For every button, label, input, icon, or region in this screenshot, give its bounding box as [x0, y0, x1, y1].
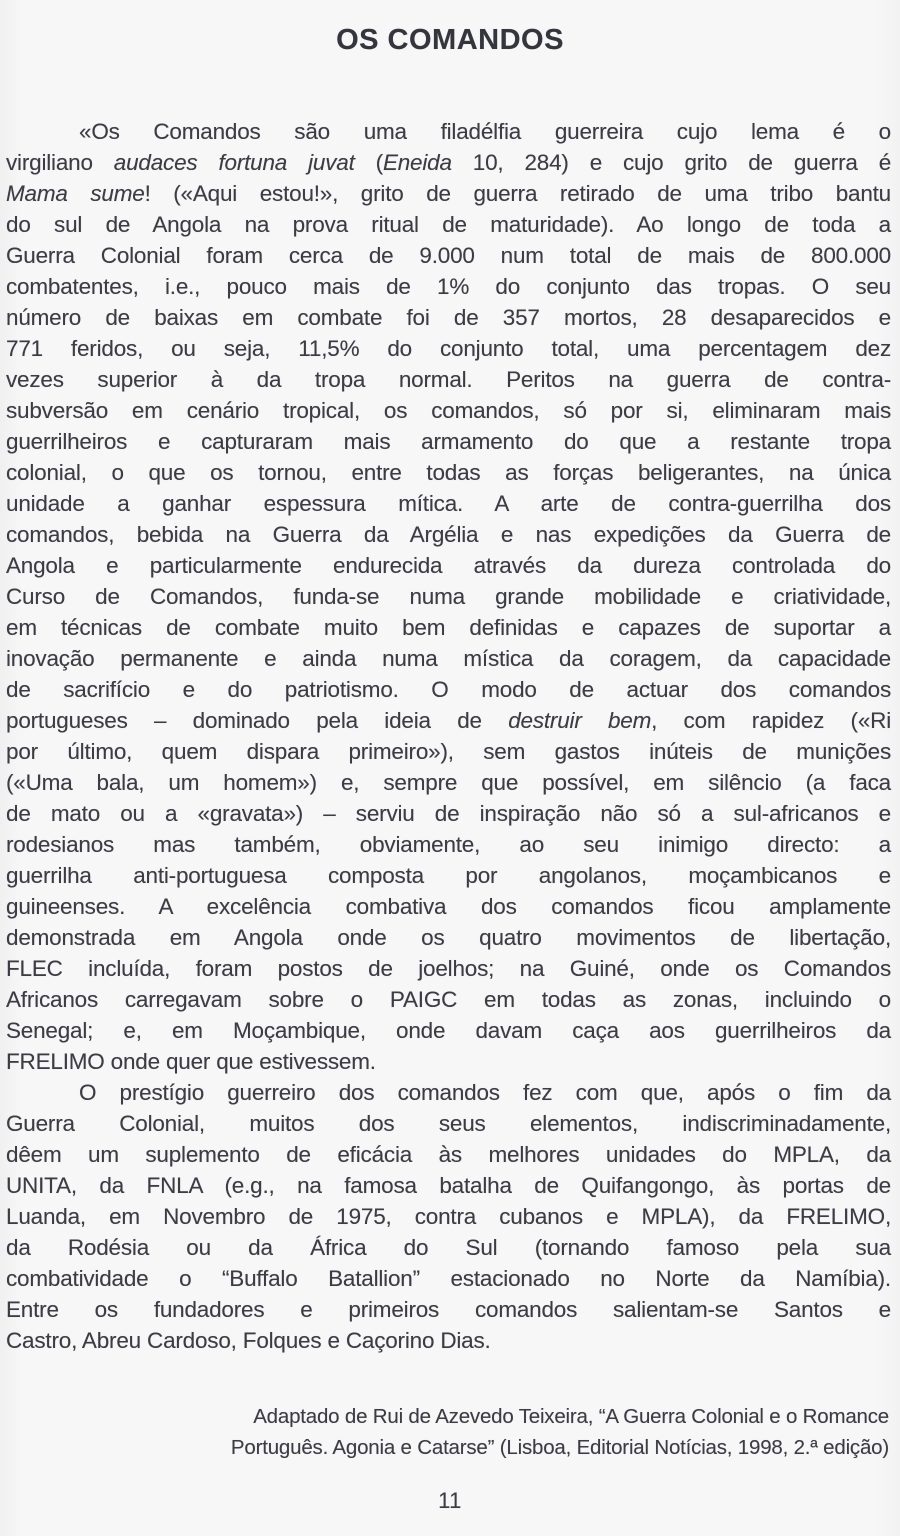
- page-title: OS COMANDOS: [336, 24, 564, 56]
- text-run: combatentes, i.e., pouco mais de 1% do conjunto das tropas. O seu: [6, 274, 891, 299]
- text-run: guerrilha anti-portuguesa composta por angolanos, moçambicanos e: [6, 863, 891, 888]
- text-line: [6, 178, 891, 209]
- text-line: [6, 333, 891, 364]
- text-line: [6, 1015, 891, 1046]
- text-run: («Uma bala, um homem») e, sempre que possível, em silêncio (a faca: [6, 770, 891, 795]
- italic-text-run: destruir bem: [508, 708, 652, 733]
- text-line: [6, 798, 891, 829]
- text-line: [6, 364, 891, 395]
- text-line: [6, 519, 891, 550]
- text-run: comandos, bebida na Guerra da Argélia e nas expedições da Guerra de: [6, 522, 891, 547]
- text-run: FLEC incluída, foram postos de joelhos; na Guiné, onde os Comandos: [6, 956, 891, 981]
- text-line: [6, 1263, 891, 1294]
- text-line: [6, 457, 891, 488]
- body-text: [6, 116, 891, 1356]
- page-number: 11: [438, 1488, 462, 1513]
- text-line: [6, 209, 891, 240]
- text-run: inovação permanente e ainda numa mística da coragem, da capacidade: [6, 646, 891, 671]
- text-line: [6, 860, 891, 891]
- text-run: «Os Comandos são uma filadélfia guerreira cujo lema é o: [79, 119, 891, 144]
- text-run: Luanda, em Novembro de 1975, contra cubanos e MPLA), da FRELIMO,: [6, 1204, 891, 1229]
- text-line: [6, 271, 891, 302]
- text-run: Senegal; e, em Moçambique, onde davam caça aos guerrilheiros da: [6, 1018, 891, 1043]
- text-run: combatividade o “Buffalo Batallion” estacionado no Norte da Namíbia).: [6, 1266, 891, 1291]
- text-run: Entre os fundadores e primeiros comandos salientam-se Santos e: [6, 1297, 891, 1322]
- text-run: do sul de Angola na prova ritual de maturidade). Ao longo de toda a: [6, 212, 891, 237]
- text-line: [6, 581, 891, 612]
- text-line: [6, 1170, 891, 1201]
- text-line: [6, 302, 891, 333]
- text-run: (: [354, 150, 383, 175]
- text-run: FRELIMO onde quer que estivessem.: [6, 1049, 376, 1074]
- text-line: [6, 550, 891, 581]
- text-line: [6, 953, 891, 984]
- text-run: de mato ou a «gravata») – serviu de inspiração não só a sul-africanos e: [6, 801, 891, 826]
- text-run: 10, 284) e cujo grito de guerra é: [451, 150, 892, 175]
- text-line: [6, 1232, 891, 1263]
- text-run: subversão em cenário tropical, os comandos, só por si, eliminaram mais: [6, 398, 891, 423]
- text-run: colonial, o que os tornou, entre todas as forças beligerantes, na única: [6, 460, 891, 485]
- text-line: [6, 1139, 891, 1170]
- text-run: rodesianos mas também, obviamente, ao seu inimigo directo: a: [6, 832, 891, 857]
- text-run: ! («Aqui estou!», grito de guerra retirado de uma tribo bantu: [144, 181, 891, 206]
- citation-line: [109, 1401, 889, 1432]
- text-line: [6, 829, 891, 860]
- text-run: vezes superior à da tropa normal. Peritos na guerra de contra-: [6, 367, 891, 392]
- text-run: Africanos carregavam sobre o PAIGC em todas as zonas, incluindo o: [6, 987, 891, 1012]
- text-run: Português. Agonia e Catarse” (Lisboa, Editorial Notícias, 1998, 2.ª edição): [230, 1436, 889, 1459]
- text-line: [6, 1077, 891, 1108]
- text-run: Guerra Colonial foram cerca de 9.000 num total de mais de 800.000: [6, 243, 891, 268]
- text-line: [6, 147, 891, 178]
- text-line: [6, 488, 891, 519]
- italic-text-run: audaces fortuna juvat: [113, 150, 355, 175]
- text-run: número de baixas em combate foi de 357 mortos, 28 desaparecidos e: [6, 305, 891, 330]
- text-run: por último, quem dispara primeiro»), sem gastos inúteis de munições: [6, 739, 891, 764]
- text-run: O prestígio guerreiro dos comandos fez com que, após o fim da: [79, 1080, 891, 1105]
- text-run: guerrilheiros e capturaram mais armamento do que a restante tropa: [6, 429, 891, 454]
- text-line: [6, 891, 891, 922]
- italic-text-run: Mama sume: [6, 181, 145, 206]
- text-run: demonstrada em Angola onde os quatro movimentos de libertação,: [6, 925, 891, 950]
- text-line: [6, 612, 891, 643]
- text-run: em técnicas de combate muito bem definidas e capazes de suportar a: [6, 615, 891, 640]
- text-run: portugueses – dominado pela ideia de: [6, 708, 509, 733]
- text-run: da Rodésia ou da África do Sul (tornando famoso pela sua: [6, 1235, 891, 1260]
- text-run: Adaptado de Rui de Azevedo Teixeira, “A Guerra Colonial e o Romance: [253, 1405, 889, 1428]
- citation: [109, 1401, 889, 1463]
- text-run: 771 feridos, ou seja, 11,5% do conjunto total, uma percentagem dez: [6, 336, 891, 361]
- text-line: [6, 674, 891, 705]
- text-line: [6, 240, 891, 271]
- italic-text-run: Eneida: [382, 150, 452, 175]
- text-line: [6, 643, 891, 674]
- text-line: [6, 1046, 891, 1077]
- text-run: unidade a ganhar espessura mítica. A arte de contra-guerrilha dos: [6, 491, 891, 516]
- text-run: dêem um suplemento de eficácia às melhores unidades do MPLA, da: [6, 1142, 891, 1167]
- text-run: UNITA, da FNLA (e.g., na famosa batalha de Quifangongo, às portas de: [6, 1173, 891, 1198]
- text-run: de sacrifício e do patriotismo. O modo de actuar dos comandos: [6, 677, 891, 702]
- text-line: [6, 1294, 891, 1325]
- text-line: [6, 767, 891, 798]
- text-run: Curso de Comandos, funda-se numa grande mobilidade e criatividade,: [6, 584, 891, 609]
- text-run: , com rapidez («Ri: [651, 708, 891, 733]
- text-run: Guerra Colonial, muitos dos seus elementos, indiscriminadamente,: [6, 1111, 891, 1136]
- text-line: [6, 736, 891, 767]
- citation-line: [109, 1432, 889, 1463]
- text-run: guineenses. A excelência combativa dos comandos ficou amplamente: [6, 894, 891, 919]
- text-line: [6, 426, 891, 457]
- text-line: [6, 395, 891, 426]
- text-line: [6, 1201, 891, 1232]
- text-line: [6, 1108, 891, 1139]
- text-line: [6, 116, 891, 147]
- text-line: [6, 705, 891, 736]
- text-line: [6, 1325, 891, 1356]
- text-run: virgiliano: [6, 150, 114, 175]
- text-run: Angola e particularmente endurecida através da dureza controlada do: [6, 553, 891, 578]
- text-line: [6, 984, 891, 1015]
- text-line: [6, 922, 891, 953]
- text-run: Castro, Abreu Cardoso, Folques e Caçorino Dias.: [6, 1328, 491, 1353]
